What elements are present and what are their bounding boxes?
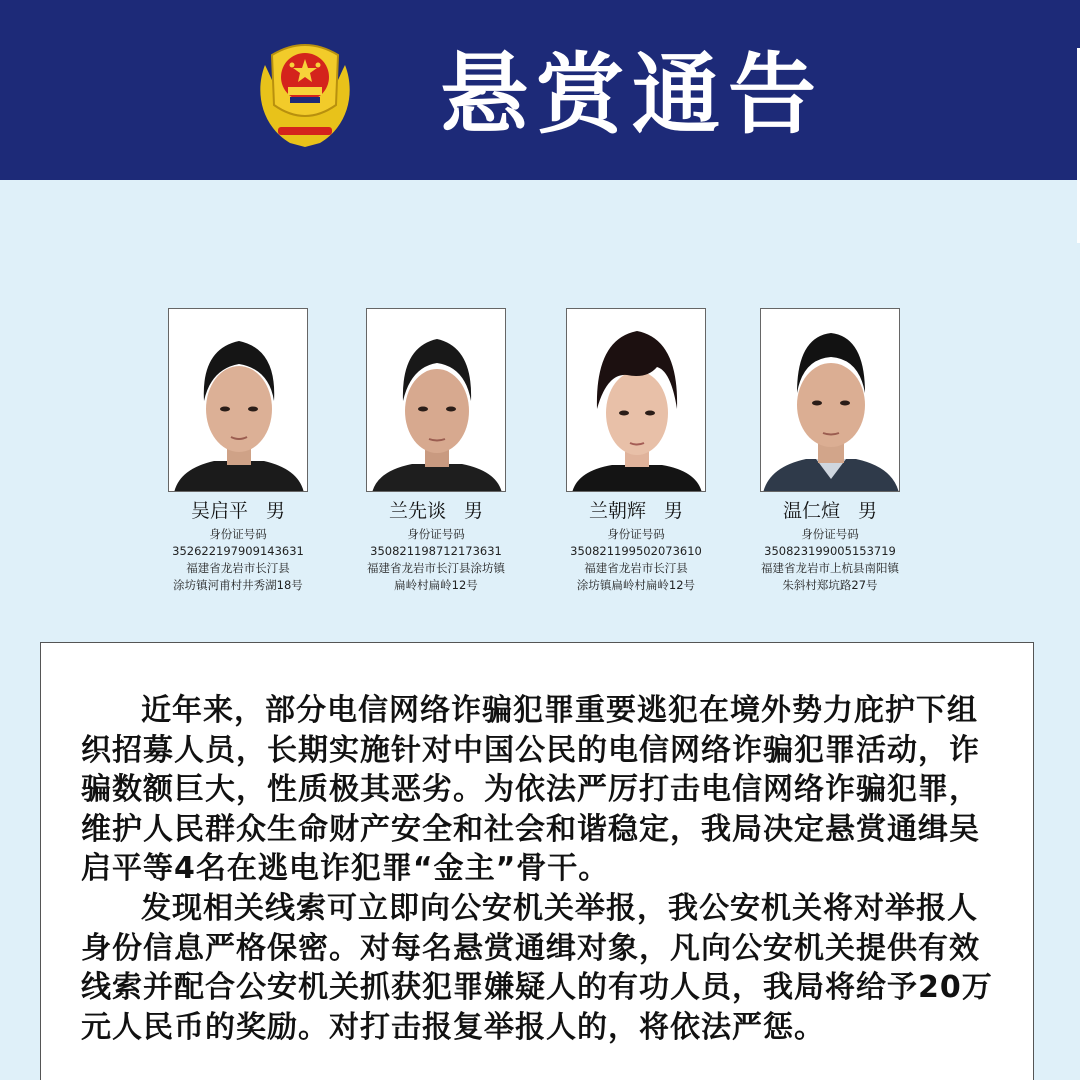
suspect-id-number: 350821198712173631 [370, 544, 502, 558]
suspect-address-line1: 福建省龙岩市长汀县涂坊镇 [367, 561, 505, 575]
suspect-name: 吴启平 [190, 500, 248, 522]
suspect-id-label: 身份证号码 [607, 527, 665, 541]
page-title: 悬赏通告 [440, 43, 825, 146]
notice-paragraph-2: 发现相关线索可立即向公安机关举报，我公安机关将对举报人身份信息严格保密。对每名悬赏通缉对象，凡向公安机关提供有效线索并配合公安机关抓获犯罪嫌疑人的有功人员，我局将给予20万元人民币的奖励。对打击报复举报人的，将依法严惩。 [81, 891, 993, 1045]
suspect-sex: 男 [664, 500, 684, 522]
suspect-name-line [336, 500, 536, 522]
police-emblem-icon [250, 35, 360, 150]
suspect-name: 兰先谈 [388, 500, 446, 522]
suspect-name: 温仁煊 [782, 500, 840, 522]
suspect-address-line2: 扁岭村扁岭12号 [394, 578, 478, 592]
suspect-name-line [730, 500, 930, 522]
suspect-id-number: 350823199005153719 [764, 544, 896, 558]
header-banner [0, 0, 1080, 180]
suspect-address-line1: 福建省龙岩市长汀县 [584, 561, 688, 575]
suspect-sex: 男 [266, 500, 286, 522]
suspect-address-line2: 涂坊镇河甫村井秀湖18号 [173, 578, 303, 592]
suspect-card [536, 308, 736, 594]
suspect-id-number: 352622197909143631 [172, 544, 304, 558]
suspect-id-label: 身份证号码 [407, 527, 465, 541]
suspect-id-label: 身份证号码 [801, 527, 859, 541]
suspect-photo [168, 308, 308, 492]
notice-box [40, 642, 1034, 1080]
suspect-photo [566, 308, 706, 492]
suspect-name-line [138, 500, 338, 522]
suspect-address-line2: 朱斜村郑坑路27号 [782, 578, 878, 592]
suspect-address-line1: 福建省龙岩市上杭县南阳镇 [761, 561, 899, 575]
suspect-card [730, 308, 930, 594]
suspect-name: 兰朝辉 [588, 500, 646, 522]
suspect-address-line2: 涂坊镇扁岭村扁岭12号 [576, 578, 696, 592]
suspect-sex: 男 [464, 500, 484, 522]
suspect-id-number: 350821199502073610 [570, 544, 702, 558]
suspect-sex: 男 [858, 500, 878, 522]
suspect-card [138, 308, 338, 594]
suspect-name-line [536, 500, 736, 522]
suspect-id-label: 身份证号码 [209, 527, 267, 541]
suspect-photo [760, 308, 900, 492]
suspect-address-line1: 福建省龙岩市长汀县 [186, 561, 290, 575]
suspect-card [336, 308, 536, 594]
suspect-photo [366, 308, 506, 492]
notice-paragraph-1: 近年来，部分电信网络诈骗犯罪重要逃犯在境外势力庇护下组织招募人员，长期实施针对中国公民的电信网络诈骗犯罪活动，诈骗数额巨大，性质极其恶劣。为依法严厉打击电信网络诈骗犯罪，维护人民群众生命财产安全和社会和谐稳定，我局决定悬赏通缉吴启平等4名在逃电诈犯罪“金主”骨干。 [81, 693, 980, 886]
